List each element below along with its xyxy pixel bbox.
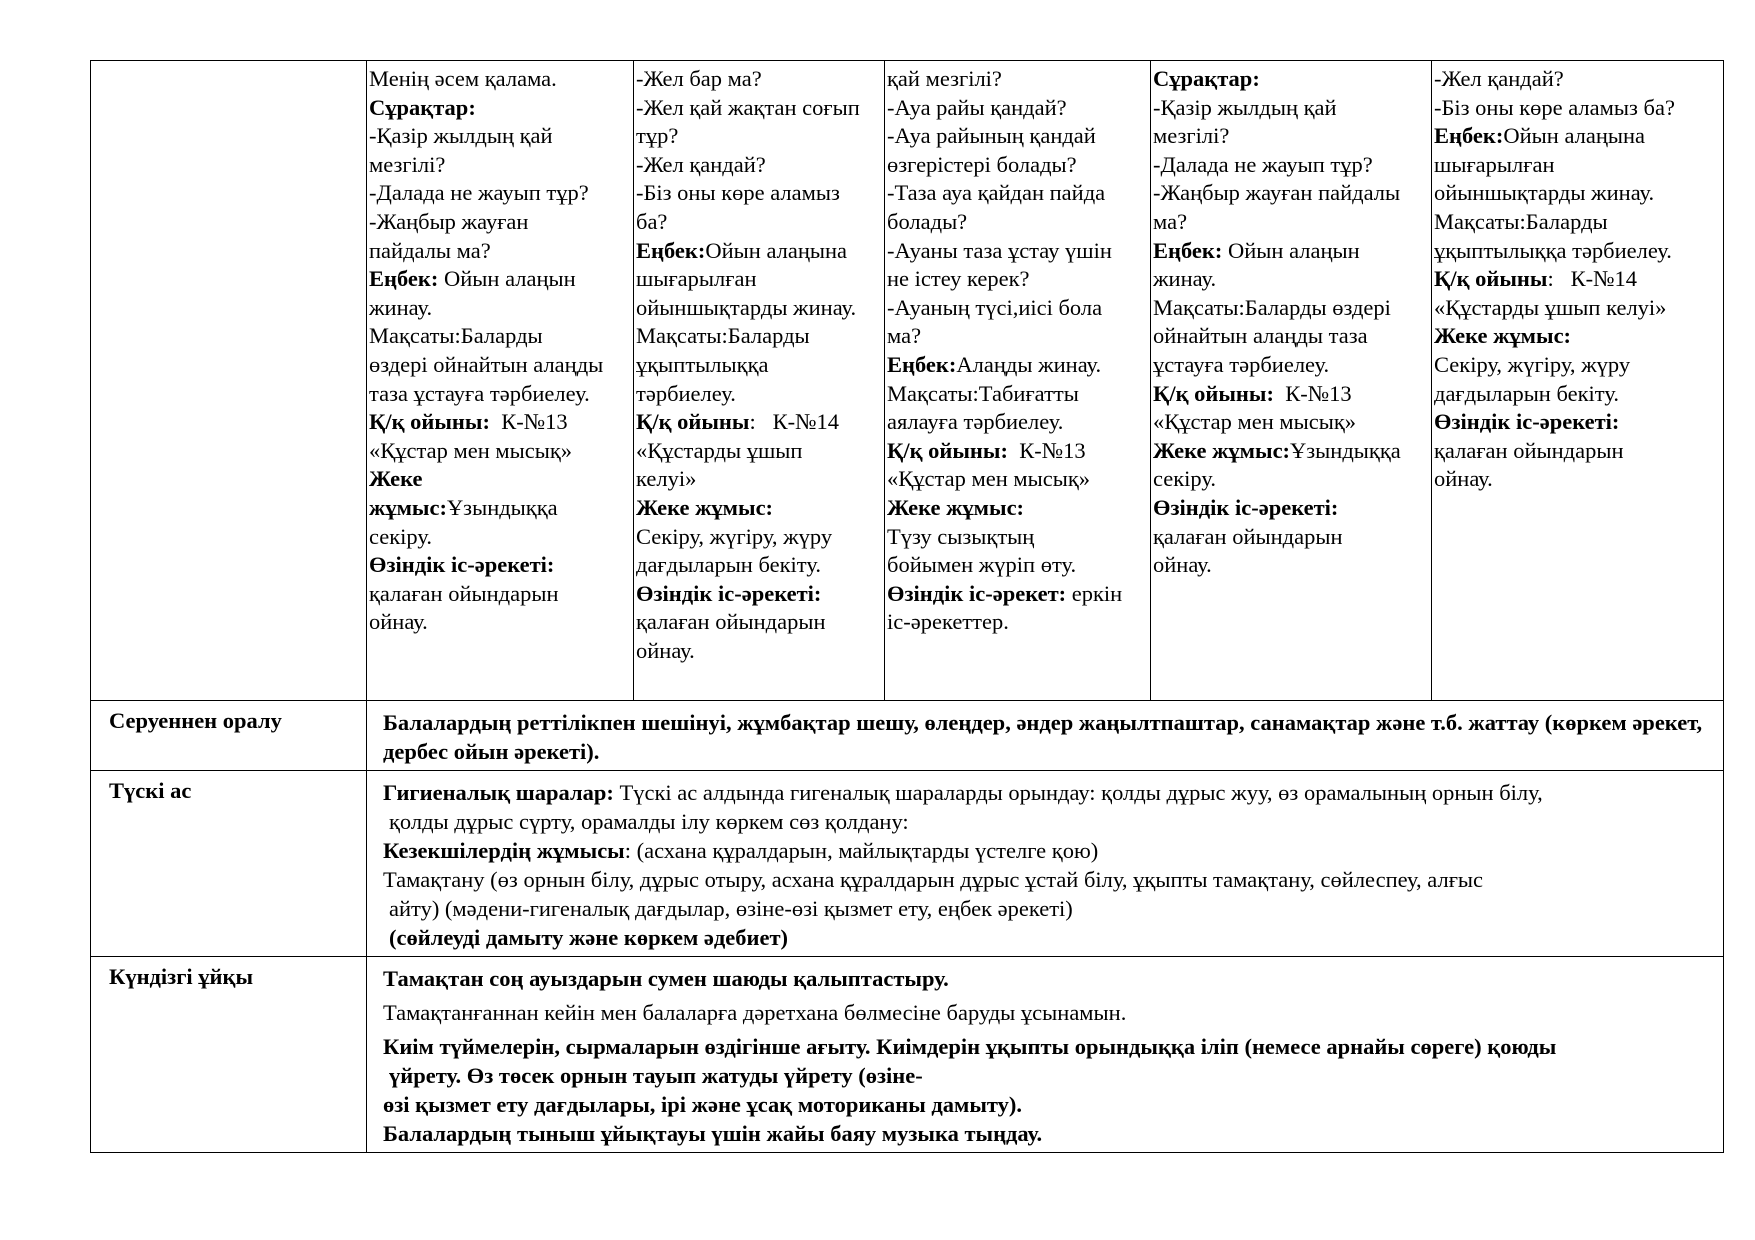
walk-text: -Далада не жауып тұр? (1153, 151, 1373, 177)
walk-heading: Өзіндік іс-әрекет: (887, 580, 1067, 606)
walk-line (887, 237, 1148, 266)
walk-line (369, 294, 631, 323)
walk-text: дағдыларын бекіту. (636, 552, 821, 578)
nap-row (91, 957, 1724, 1153)
walk-text: мезгілі? (1153, 123, 1230, 149)
walk-text: -Жел қандай? (636, 151, 766, 177)
walk-line (1153, 294, 1429, 323)
nap-line-5: өзі қызмет ету дағдылары, ірі және ұсақ моториканы дамыту). (383, 1092, 1023, 1117)
walk-line (636, 237, 882, 266)
duty-heading: Кезекшілердің жұмысы (383, 838, 625, 863)
walk-text: : К-№14 (1547, 266, 1638, 292)
walk-line (887, 408, 1148, 437)
walk-line (887, 437, 1148, 466)
nap-line-6: Балалардың тыныш ұйықтауы үшін жайы баяу музыка тыңдау. (383, 1121, 1043, 1146)
walk-line (1153, 122, 1429, 151)
walk-line (1434, 322, 1721, 351)
walk-line (887, 322, 1148, 351)
walk-text: ма? (1153, 208, 1188, 234)
walk-line (1434, 122, 1721, 151)
walk-text: келуі» (636, 466, 697, 492)
walk-heading: Қ/қ ойыны (1434, 266, 1548, 292)
duty-line (383, 836, 1715, 865)
nap-line-1: Тамақтан соң ауыздарын сумен шаюды қалыптастыру. (383, 966, 949, 991)
walk-label-cell (91, 61, 367, 701)
walk-text: ма? (887, 323, 922, 349)
walk-heading: Жеке жұмыс: (636, 494, 774, 520)
duty-text: : (асхана құралдарын, майлықтарды үстелге қою) (624, 838, 1099, 863)
walk-line (1153, 551, 1429, 580)
walk-line (887, 294, 1148, 323)
walk-line (369, 265, 631, 294)
walk-text: не істеу керек? (887, 266, 1030, 292)
walk-line (1153, 523, 1429, 552)
walk-text: «Құстар мен мысық» (1153, 409, 1356, 435)
walk-line (887, 465, 1148, 494)
walk-line (636, 294, 882, 323)
walk-line (1434, 465, 1721, 494)
walk-text: «Құстарды ұшып келуі» (1434, 294, 1667, 320)
walk-line (1434, 265, 1721, 294)
walk-text: Секіру, жүгіру, жүру (1434, 351, 1631, 377)
walk-line (887, 608, 1148, 637)
walk-heading: Қ/қ ойыны: (1153, 380, 1274, 406)
walk-line (1434, 437, 1721, 466)
walk-heading: Өзіндік іс-әрекеті: (1153, 494, 1339, 520)
walk-text: -Таза ауа қайдан пайда (887, 180, 1106, 206)
walk-line (1153, 322, 1429, 351)
walk-day-3-cell (885, 61, 1151, 701)
walk-line (1153, 65, 1429, 94)
walk-text: Түзу сызықтың (887, 523, 1035, 549)
walk-text: Менің әсем қалама. (369, 66, 557, 91)
eating-text-2: айту) (мәдени-гигеналық дағдылар, өзіне-өзі қызмет ету, еңбек әрекеті) (389, 896, 1073, 921)
walk-text: Ойын алаңын (1222, 237, 1360, 263)
walk-heading: Еңбек: (1153, 237, 1223, 263)
walk-text: Мақсаты:Баларды (1434, 208, 1608, 234)
walk-line (1434, 179, 1721, 208)
walk-line (1434, 65, 1721, 94)
walk-heading: Жеке жұмыс: (887, 494, 1025, 520)
walk-text: секіру. (369, 523, 433, 549)
walk-line (1153, 494, 1429, 523)
walk-line (636, 608, 882, 637)
walk-line (369, 465, 631, 494)
walk-heading: Қ/қ ойыны: (887, 437, 1008, 463)
walk-day-2-cell (634, 61, 885, 701)
walk-line (636, 265, 882, 294)
walk-text: -Жаңбыр жауған пайдалы (1153, 180, 1401, 206)
walk-line (636, 208, 882, 237)
walk-text: қалаған ойындарын (636, 609, 826, 635)
walk-line (887, 265, 1148, 294)
walk-line (636, 494, 882, 523)
walk-text: іс-әрекеттер. (887, 609, 1009, 635)
walk-row (91, 61, 1724, 701)
walk-text: Мақсаты:Табиғатты (887, 380, 1079, 406)
nap-line-3: Киім түймелерін, сырмаларын өздігінше ағыту. Киімдерін ұқыпты орындыққа іліп (немесе арнайы сөреге) қоюды (383, 1034, 1557, 1059)
walk-day-4-cell (1151, 61, 1432, 701)
walk-text: «Құстар мен мысық» (887, 466, 1090, 492)
walk-line (1153, 380, 1429, 409)
walk-line (1153, 151, 1429, 180)
walk-text: ойнау. (1153, 552, 1212, 578)
walk-text: ойыншықтарды жинау. (1434, 180, 1655, 206)
walk-line (369, 208, 631, 237)
walk-line (887, 380, 1148, 409)
walk-text: Ойын алаңын (438, 266, 576, 292)
walk-text: Мақсаты:Баларды (636, 323, 810, 349)
walk-heading: Жеке (369, 466, 423, 492)
lunch-content (367, 771, 1724, 957)
walk-line (369, 122, 631, 151)
walk-text: «Құстар мен мысық» (369, 437, 572, 463)
return-walk-row (91, 701, 1724, 771)
walk-heading: Өзіндік іс-әрекеті: (636, 580, 822, 606)
walk-text: -Ауа райының қандай (887, 123, 1096, 149)
walk-heading: Еңбек: (1434, 123, 1504, 149)
walk-text: ойнау. (636, 637, 695, 663)
walk-text: ойнайтын алаңды таза (1153, 323, 1368, 349)
walk-line (369, 580, 631, 609)
return-walk-label: Серуеннен оралу (91, 701, 367, 771)
hygiene-text: Түскі ас алдында гигеналық шараларды орындау: қолды дұрыс жуу, өз орамалының орнын білу, (613, 780, 1543, 805)
walk-text: Ойын алаңына (1503, 123, 1646, 149)
walk-line (369, 322, 631, 351)
walk-line (887, 580, 1148, 609)
speech-development-note: (сөйлеуді дамыту және көркем әдебиет) (389, 925, 789, 950)
eating-text: Тамақтану (өз орнын білу, дұрыс отыру, асхана құралдарын дұрыс ұстай білу, ұқыпты тамақтану, сөйлеспеу, алғыс (383, 867, 1484, 892)
walk-text: ойыншықтарды жинау. (636, 294, 857, 320)
walk-text: К-№13 (1007, 437, 1086, 463)
return-walk-text: Балалардың реттілікпен шешінуі, жұмбақтар шешу, өлеңдер, әндер жаңылтпаштар, санамақтар және т.б. жаттау (көркем әрекет, дербес ойын әрекеті). (383, 710, 1703, 764)
walk-text: ба? (636, 208, 668, 234)
walk-text: К-№13 (1273, 380, 1352, 406)
nap-line-4: үйрету. Өз төсек орнын тауып жатуды үйрету (өзіне- (389, 1063, 923, 1088)
walk-line (369, 94, 631, 123)
walk-text: -Ауаны таза ұстау үшін (887, 237, 1112, 263)
walk-heading: жұмыс: (369, 494, 447, 520)
walk-line (636, 637, 882, 666)
walk-line (636, 551, 882, 580)
walk-heading: Сұрақтар: (369, 94, 476, 120)
walk-line (369, 151, 631, 180)
walk-heading: Өзіндік іс-әрекеті: (1434, 409, 1620, 435)
walk-text: Ұзындыққа (446, 494, 558, 520)
walk-line (636, 122, 882, 151)
walk-text: Ойын алаңына (705, 237, 848, 263)
walk-line (369, 65, 631, 94)
walk-line (636, 523, 882, 552)
walk-text: пайдалы ма? (369, 237, 491, 263)
walk-text: секіру. (1153, 466, 1217, 492)
walk-line (636, 351, 882, 380)
walk-line (1153, 265, 1429, 294)
walk-line (1434, 208, 1721, 237)
lunch-label: Түскі ас (91, 771, 367, 957)
walk-line (887, 151, 1148, 180)
walk-line (887, 208, 1148, 237)
walk-text: -Ауаның түсі,иісі бола (887, 294, 1103, 320)
walk-line (1434, 94, 1721, 123)
walk-text: ұқыптылыққа тәрбиелеу. (1434, 237, 1672, 263)
walk-text: таза ұстауға тәрбиелеу. (369, 380, 590, 406)
walk-line (636, 151, 882, 180)
walk-text: -Жел қай жақтан соғып (636, 94, 860, 120)
walk-line (1434, 408, 1721, 437)
walk-line (887, 351, 1148, 380)
walk-line (887, 122, 1148, 151)
walk-text: бойымен жүріп өту. (887, 552, 1077, 578)
walk-line (369, 380, 631, 409)
walk-text: -Далада не жауып тұр? (369, 180, 589, 206)
walk-text: ұқыптылыққа (636, 351, 769, 377)
walk-line (636, 380, 882, 409)
walk-line (1153, 351, 1429, 380)
walk-line (1434, 294, 1721, 323)
walk-line (1153, 94, 1429, 123)
walk-line (636, 94, 882, 123)
walk-line (887, 551, 1148, 580)
walk-heading: Сұрақтар: (1153, 66, 1260, 91)
walk-text: тәрбиелеу. (636, 380, 736, 406)
nap-label: Күндізгі ұйқы (91, 957, 367, 1153)
walk-heading: Еңбек: (887, 351, 957, 377)
walk-line (1153, 465, 1429, 494)
walk-text: -Біз оны көре аламыз (636, 180, 840, 206)
walk-text: Секіру, жүгіру, жүру (636, 523, 833, 549)
walk-line (887, 494, 1148, 523)
walk-heading: Қ/қ ойыны: (369, 409, 490, 435)
walk-line (1434, 380, 1721, 409)
walk-line (369, 494, 631, 523)
walk-text: шығарылған (1434, 151, 1555, 177)
walk-line (636, 408, 882, 437)
walk-text: дағдыларын бекіту. (1434, 380, 1619, 406)
walk-line (636, 465, 882, 494)
walk-heading: Жеке жұмыс: (1434, 323, 1572, 349)
walk-text: -Ауа райы қандай? (887, 94, 1067, 120)
walk-line (636, 580, 882, 609)
walk-text: шығарылған (636, 266, 757, 292)
walk-heading: Өзіндік іс-әрекеті: (369, 552, 555, 578)
walk-text: Мақсаты:Баларды өздері (1153, 294, 1391, 320)
walk-line (369, 408, 631, 437)
hygiene-text-2: қолды дұрыс сүрту, орамалды ілу көркем сөз қолдану: (389, 809, 909, 834)
walk-line (1434, 237, 1721, 266)
walk-line (369, 237, 631, 266)
walk-line (887, 179, 1148, 208)
walk-line (1153, 179, 1429, 208)
walk-line (1153, 437, 1429, 466)
walk-heading: Жеке жұмыс: (1153, 437, 1291, 463)
walk-text: қалаған ойындарын (369, 580, 559, 606)
walk-line (636, 437, 882, 466)
walk-heading: Еңбек: (636, 237, 706, 263)
walk-text: қалаған ойындарын (1153, 523, 1343, 549)
nap-content (367, 957, 1724, 1153)
walk-heading: Еңбек: (369, 266, 439, 292)
hygiene-heading: Гигиеналық шаралар: (383, 780, 614, 805)
walk-text: -Біз оны көре аламыз ба? (1434, 94, 1675, 120)
walk-text: Мақсаты:Баларды (369, 323, 543, 349)
walk-line (369, 437, 631, 466)
walk-text: Алаңды жинау. (956, 351, 1102, 377)
walk-line (369, 179, 631, 208)
walk-line (1434, 151, 1721, 180)
walk-text: жинау. (1153, 266, 1217, 292)
walk-line (887, 523, 1148, 552)
walk-text: -Қазір жылдың қай (1153, 94, 1337, 120)
walk-line (369, 551, 631, 580)
walk-line (636, 179, 882, 208)
walk-text: Ұзындыққа (1290, 437, 1401, 463)
walk-text: аялауға тәрбиелеу. (887, 409, 1064, 435)
walk-line (1434, 351, 1721, 380)
walk-text: қай мезгілі? (887, 66, 1002, 91)
nap-line-2: Тамақтанғаннан кейін мен балаларға дәретхана бөлмесіне баруды ұсынамын. (383, 1000, 1127, 1025)
walk-line (636, 322, 882, 351)
walk-day-5-cell (1432, 61, 1724, 701)
lunch-row (91, 771, 1724, 957)
walk-text: мезгілі? (369, 151, 446, 177)
walk-line (636, 65, 882, 94)
walk-line (1153, 408, 1429, 437)
walk-text: ойнау. (1434, 466, 1493, 492)
walk-text: өздері ойнайтын алаңды (369, 351, 604, 377)
walk-line (369, 351, 631, 380)
walk-line (887, 94, 1148, 123)
walk-text: «Құстарды ұшып (636, 437, 803, 463)
walk-line (887, 65, 1148, 94)
return-walk-content (367, 701, 1724, 771)
walk-text: болады? (887, 208, 968, 234)
walk-text: -Жел бар ма? (636, 66, 762, 91)
walk-text: тұр? (636, 123, 679, 149)
walk-text: қалаған ойындарын (1434, 437, 1624, 463)
walk-text: -Қазір жылдың қай (369, 123, 553, 149)
walk-text: : К-№14 (749, 409, 840, 435)
walk-text: ойнау. (369, 609, 428, 635)
hygiene-line (383, 778, 1715, 807)
walk-day-1-cell (367, 61, 634, 701)
walk-text: ұстауға тәрбиелеу. (1153, 351, 1330, 377)
walk-text: -Жаңбыр жауған (369, 208, 529, 234)
walk-text: еркін (1066, 580, 1123, 606)
walk-text: өзгерістері болады? (887, 151, 1077, 177)
walk-heading: Қ/қ ойыны (636, 409, 750, 435)
plan-table (90, 60, 1724, 1153)
walk-line (369, 608, 631, 637)
walk-line (1153, 208, 1429, 237)
walk-line (1153, 237, 1429, 266)
walk-text: -Жел қандай? (1434, 66, 1564, 91)
walk-line (369, 523, 631, 552)
walk-text: К-№13 (489, 409, 568, 435)
walk-text: жинау. (369, 294, 433, 320)
